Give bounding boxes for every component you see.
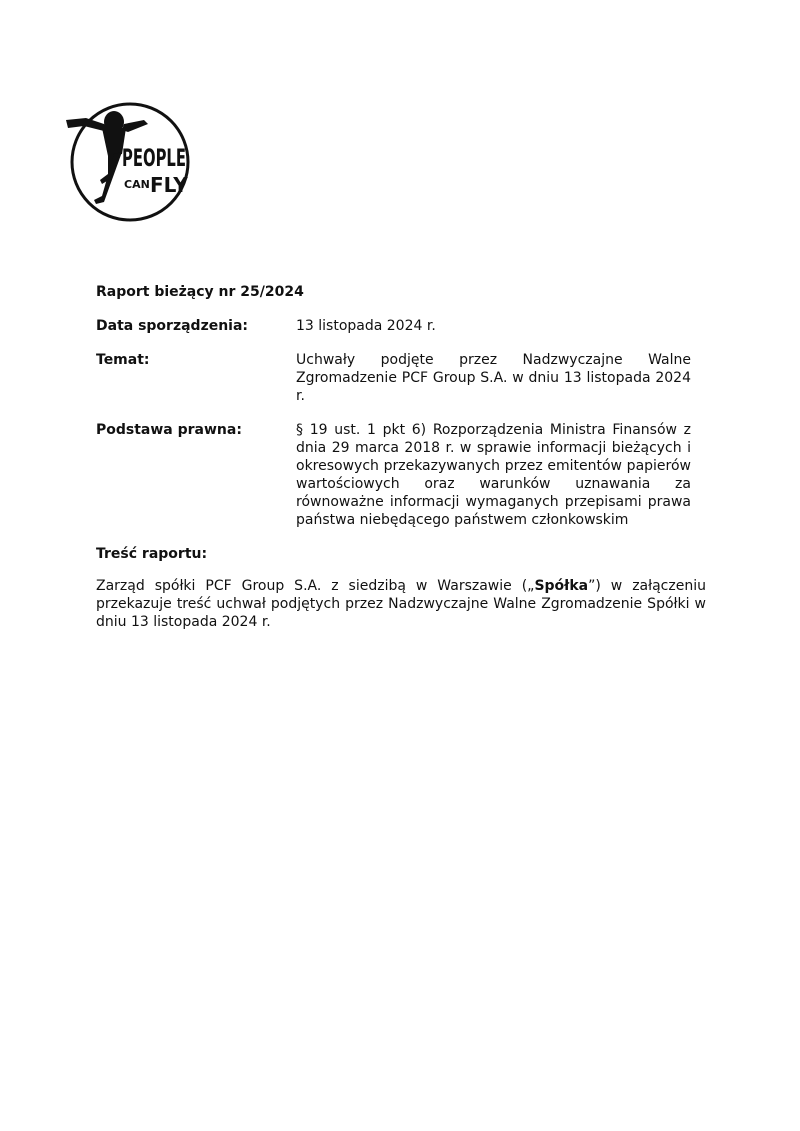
company-logo (64, 98, 194, 226)
content-body (96, 577, 706, 631)
subject-value: Uchwały podjęte przez Nadzwyczajne Walne Zgromadzenie PCF Group S.A. w dniu 13 listopada 2024 r. (296, 352, 691, 404)
content-title: Treść raportu: (96, 546, 208, 562)
logo-text-can: CAN (124, 178, 150, 191)
legal-basis-label: Podstawa prawna: (96, 422, 242, 438)
logo-text-fly: FLY (150, 173, 188, 197)
subject-row (96, 351, 706, 405)
report-title: Raport bieżący nr 25/2024 (96, 284, 304, 300)
logo-text-people: PEOPLE (122, 144, 186, 172)
date-label: Data sporządzenia: (96, 318, 249, 334)
legal-basis-value: § 19 ust. 1 pkt 6) Rozporządzenia Ministra Finansów z dnia 29 marca 2018 r. w sprawie informacji bieżących i okresowych przekazywanych przez emitentów papierów wartościowych oraz warunków uznawania za równoważne informacji wymaganych przepisami prawa państwa niebędącego państwem członkowskim (296, 422, 691, 528)
legal-basis-row (96, 421, 706, 529)
content-body-bold: Spółka (534, 578, 589, 594)
subject-label: Temat: (96, 352, 150, 368)
date-value: 13 listopada 2024 r. (296, 318, 436, 334)
content-body-end: ”) w załączeniu przekazuje treść uchwał podjętych przez Nadzwyczajne Walne Zgromadzenie Spółki w dniu 13 listopada 2024 r. (96, 578, 706, 630)
report-content (96, 283, 706, 645)
date-row (96, 317, 706, 335)
content-body-start: Zarząd spółki PCF Group S.A. z siedzibą w Warszawie („ (96, 578, 535, 594)
people-can-fly-logo-icon (64, 98, 194, 226)
